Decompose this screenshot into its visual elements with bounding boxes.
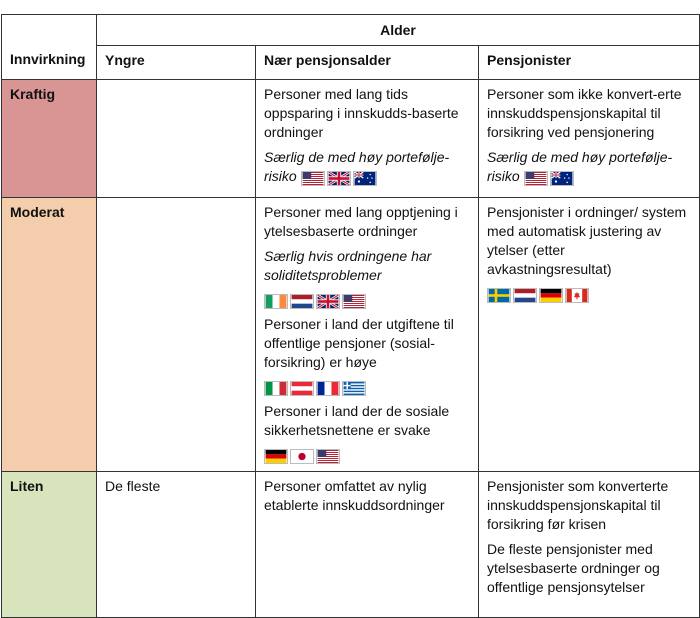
cell-retired [479,80,700,198]
table-row [2,198,700,472]
canada-flag-icon [565,288,589,303]
flag-group [524,168,576,187]
germany-flag-icon [539,288,563,303]
cell-text: Personer med lang tids oppsparing i innskudds-baserte ordninger [264,86,459,140]
table-row [2,472,700,618]
uk-flag-icon [327,171,351,186]
cell-text: De fleste [105,478,161,494]
cell-younger [97,80,256,198]
cell-retired [479,198,700,472]
greece-flag-icon [342,381,366,396]
header-near-retirement [256,46,479,80]
table-row [2,80,700,198]
header-younger [97,46,256,80]
cell-text: Personer omfattet av nylig etablerte innskuddsordninger [264,478,445,513]
flag-group [264,291,470,309]
us-flag-icon [524,171,548,186]
header-retired-label: Pensjonister [487,52,572,68]
row-label-text: Moderat [10,204,65,220]
cell-text: De fleste pensjonister med ytelsesbaserte ordninger og offentlige pensjonsytelser [487,541,660,595]
header-age-label: Alder [380,21,416,38]
cell-italic-note [264,148,470,187]
cell-text: Personer med lang opptjening i ytelsesbaserte ordninger [264,204,458,239]
cell-younger [97,198,256,472]
row-label-text: Liten [10,478,44,494]
note-text: Særlig de med høy portefølje-risiko [264,149,450,184]
cell-text: Personer i land der utgiftene til offentlige pensjoner (sosial-forsikring) er høye [264,316,454,370]
france-flag-icon [316,381,340,396]
austria-flag-icon [290,381,314,396]
germany-flag-icon [264,449,288,464]
cell-near [256,198,479,472]
impact-table [1,14,700,618]
us-flag-icon [316,449,340,464]
header-younger-label: Yngre [105,52,145,68]
flag-group [301,168,379,187]
uk-flag-icon [316,294,340,309]
cell-younger [97,472,256,618]
header-impact-label: Innvirkning [10,51,86,67]
netherlands-flag-icon [513,288,537,303]
australia-flag-icon [353,171,377,186]
us-flag-icon [301,171,325,186]
cell-italic-note [487,148,691,187]
header-impact [2,15,97,80]
cell-text: Pensjonister i ordninger/ system med automatisk justering av ytelser (etter avkastningsresultat) [487,204,687,277]
netherlands-flag-icon [290,294,314,309]
row-label-liten [2,472,97,618]
row-label-kraftig [2,80,97,198]
cell-text: Personer som ikke konvert-erte innskuddspensjonskapital til forsikring ved pensjonering [487,86,682,140]
us-flag-icon [342,294,366,309]
japan-flag-icon [290,449,314,464]
cell-near [256,472,479,618]
row-label-moderat [2,198,97,472]
cell-retired [479,472,700,618]
cell-text: Personer i land der de sosiale sikkerhetsnettene er svake [264,403,450,438]
header-retired [479,46,700,80]
cell-italic-note: Særlig hvis ordningene har soliditetsproblemer [264,248,432,283]
cell-text: Pensjonister som konverterte innskuddspensjonskapital til forsikring før krisen [487,478,669,532]
australia-flag-icon [550,171,574,186]
header-age-group [97,15,700,46]
note-text: Særlig de med høy portefølje-risiko [487,149,673,184]
sweden-flag-icon [487,288,511,303]
flag-group [264,378,470,396]
italy-flag-icon [264,381,288,396]
row-label-text: Kraftig [10,86,56,102]
header-near-label: Nær pensjonsalder [264,52,391,68]
cell-near [256,80,479,198]
ireland-flag-icon [264,294,288,309]
flag-group [487,285,691,303]
flag-group [264,446,470,464]
